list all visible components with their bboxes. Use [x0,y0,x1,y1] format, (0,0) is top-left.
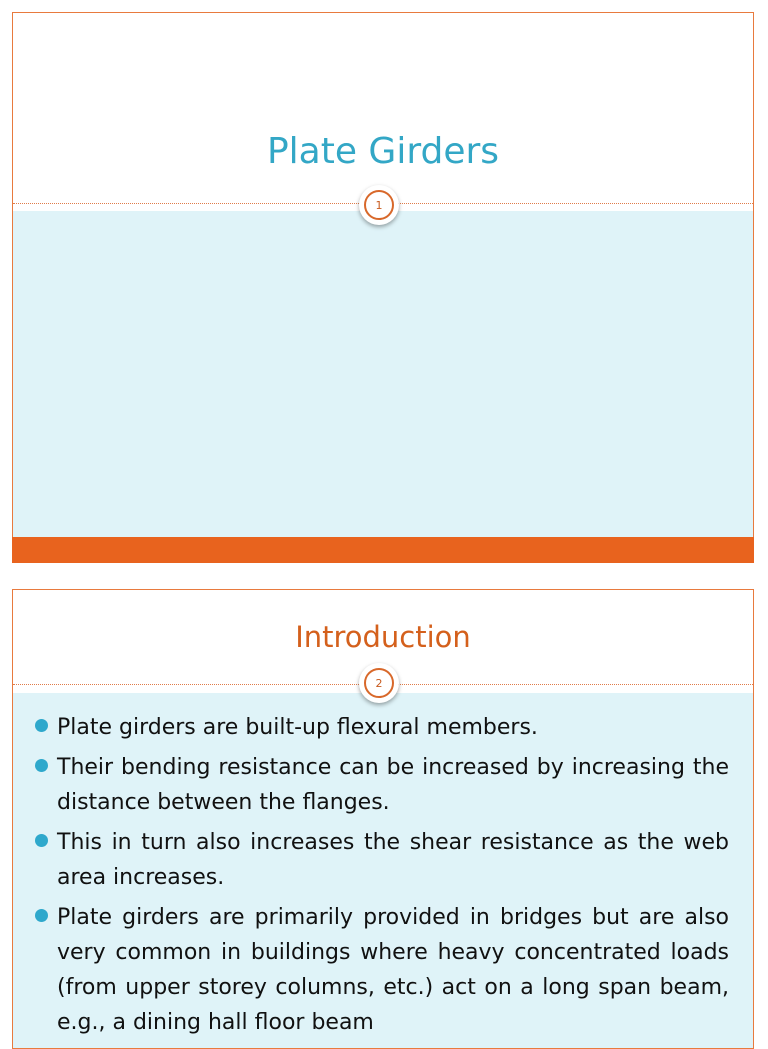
slide-1 [12,12,754,563]
bullet-icon [35,719,48,732]
slide-content-area [13,693,753,1048]
footer-accent-bar [12,537,754,563]
slide-title: Introduction [295,620,471,654]
slide-content-area [13,211,753,537]
slide-title: Plate Girders [266,131,500,172]
slide-title-area [13,13,753,211]
bullet-icon [35,834,48,847]
bullet-item: Plate girders are built-up flexural members. [13,710,753,745]
slide-number: 2 [364,668,394,698]
bullet-icon [35,909,48,922]
bullet-item: This in turn also increases the shear resistance as the web area increases. [13,825,753,895]
bullet-list [13,710,753,1040]
slide-number-badge [359,663,399,703]
slide-number: 1 [364,190,394,220]
slide-2 [12,589,754,1049]
bullet-icon [35,759,48,772]
bullet-item: Plate girders are primarily provided in bridges but are also very common in buildings where heavy concentrated loads (from upper storey columns, etc.) act on a long span beam, e.g., a dining hall floor beam [13,900,753,1040]
bullet-item: Their bending resistance can be increased by increasing the distance between the flanges. [13,750,753,820]
slide-number-badge [359,185,399,225]
